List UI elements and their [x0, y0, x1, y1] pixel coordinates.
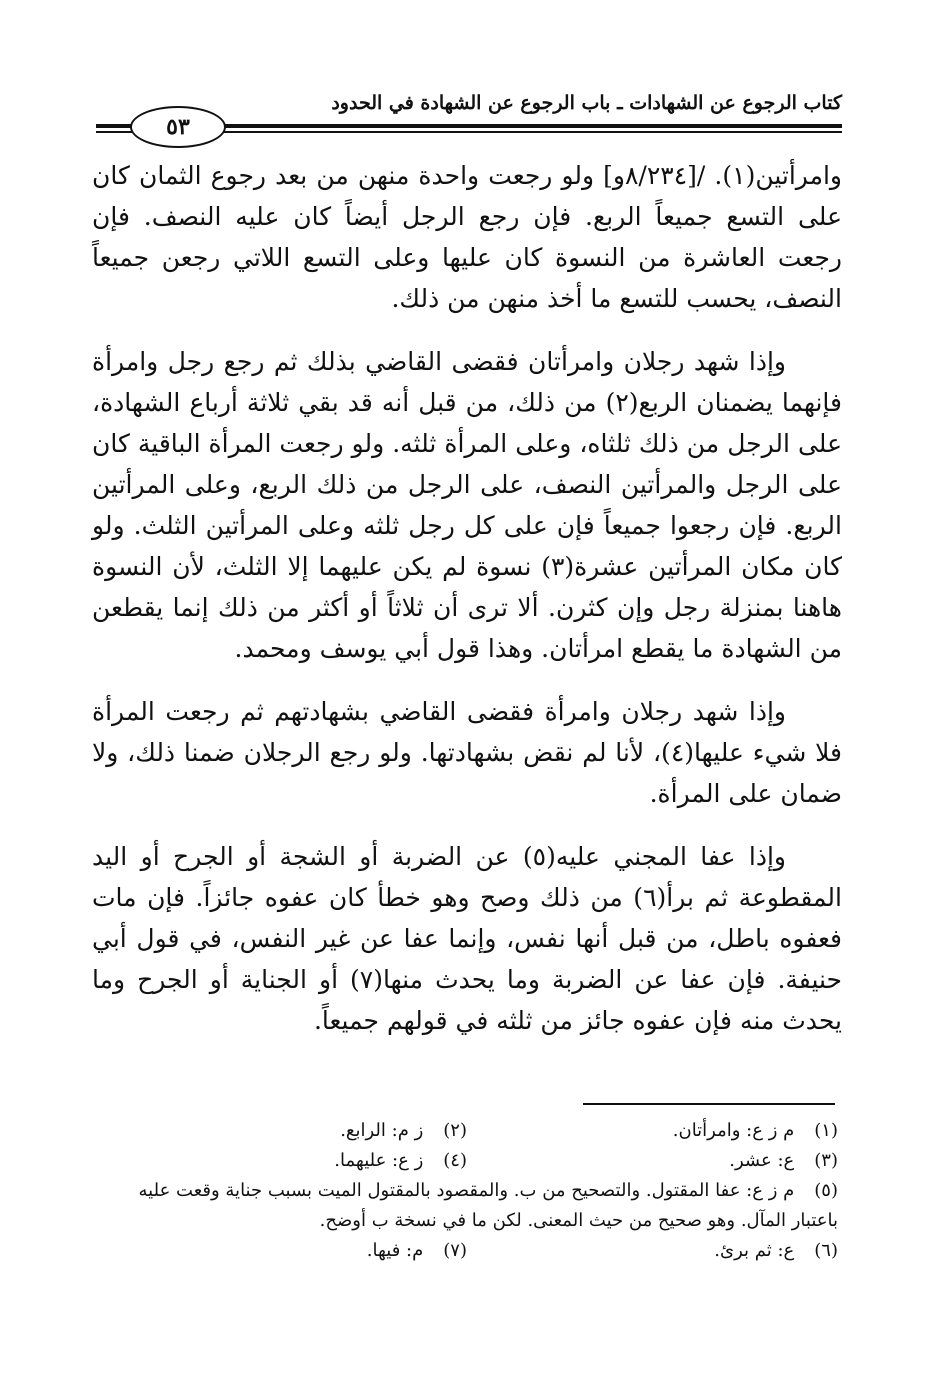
main-text — [92, 155, 842, 1063]
footnote-2 — [96, 1116, 467, 1146]
page-number: ٥٣ — [166, 114, 190, 140]
footnote-text: ز م: الرابع. — [340, 1120, 424, 1141]
footnote-number: (٢) — [443, 1120, 467, 1141]
footnote-number: (٧) — [443, 1240, 467, 1261]
paragraph: وإذا شهد رجلان وامرأتان فقضى القاضي بذلك ثم رجع رجل وامرأة فإنهما يضمنان الربع(٢) من ذلك، من قبل أنه قد بقي ثلاثة أرباع الشهادة، على الرجل من ذلك ثلثاه، وعلى المرأة ثلثه. ولو رجعت المرأة الباقية كان على الرجل والمرأتين النصف، على الرجل من ذلك الربع، وعلى المرأتين الربع. فإن رجعوا جميعاً فإن على كل رجل ثلثه وعلى المرأتين الثلث. ولو كان مكان المرأتين عشرة(٣) نسوة لم يكن عليهما إلا الثلث، لأن النسوة هاهنا بمنزلة رجل وإن كثرن. ألا ترى أن ثلاثاً أو أكثر من ذلك إنما يقطعن من الشهادة ما يقطع امرأتان. وهذا قول أبي يوسف ومحمد. — [92, 347, 842, 663]
footnote-row — [96, 1236, 838, 1266]
footnote-row — [96, 1146, 838, 1176]
footnotes — [96, 1116, 838, 1266]
footnote-number: (٣) — [814, 1150, 838, 1171]
footnote-7 — [96, 1236, 467, 1266]
footnote-divider — [583, 1103, 835, 1105]
paragraph: وإذا عفا المجني عليه(٥) عن الضربة أو الشجة أو الجرح أو اليد المقطوعة ثم برأ(٦) من ذلك وصح وهو خطأ كان عفوه جائزاً. فإن مات فعفوه باطل، من قبل أنها نفس، وإنما عفا عن غير النفس، في قول أبي حنيفة. فإن عفا عن الضربة وما يحدث منها(٧) أو الجناية أو الجرح وما يحدث منه فإن عفوه جائز من ثلثه في قولهم جميعاً. — [92, 842, 843, 1035]
footnote-number: (٦) — [814, 1240, 838, 1261]
footnote-row — [96, 1116, 838, 1146]
running-title: كتاب الرجوع عن الشهادات ـ باب الرجوع عن الشهادة في الحدود — [331, 92, 842, 114]
footnote-1 — [467, 1116, 838, 1146]
paragraph: وإذا شهد رجلان وامرأة فقضى القاضي بشهادتهم ثم رجعت المرأة فلا شيء عليها(٤)، لأنا لم نقض بشهادتها. ولو رجع الرجلان ضمنا ذلك، ولا ضمان على المرأة. — [92, 697, 842, 808]
paragraph: وامرأتين(١). /[٨/٢٣٤و] ولو رجعت واحدة منهن من بعد رجوع الثمان كان على التسع جميعاً الربع. فإن رجع الرجل أيضاً كان عليه النصف. فإن رجعت العاشرة من النسوة كان عليها وعلى التسع اللاتي رجعن جميعاً النصف، يحسب للتسع ما أخذ منهن من ذلك. — [92, 161, 842, 313]
footnote-4 — [96, 1146, 467, 1176]
footnote-5 — [96, 1176, 838, 1236]
page-header — [96, 86, 842, 146]
footnote-3 — [467, 1146, 838, 1176]
footnote-text: م ز ع: وامرأتان. — [672, 1120, 795, 1141]
footnote-text: ز ع: عليهما. — [334, 1150, 424, 1171]
footnote-text: م: فيها. — [366, 1240, 424, 1261]
footnote-number: (٤) — [443, 1150, 467, 1171]
footnote-text: ع: عشر. — [729, 1150, 795, 1171]
footnote-number: (٥) — [814, 1180, 838, 1201]
footnote-text: م ز ع: عفا المقتول. والتصحيح من ب. والمقصود بالمقتول الميت بسبب جناية وقعت عليه باعتبار المآل. وهو صحيح من حيث المعنى. لكن ما في نسخة ب أوضح. — [138, 1180, 838, 1231]
footnote-6 — [467, 1236, 838, 1266]
footnote-number: (١) — [814, 1120, 838, 1141]
footnote-text: ع: ثم برئ. — [714, 1240, 795, 1261]
page-number-frame — [130, 106, 226, 148]
